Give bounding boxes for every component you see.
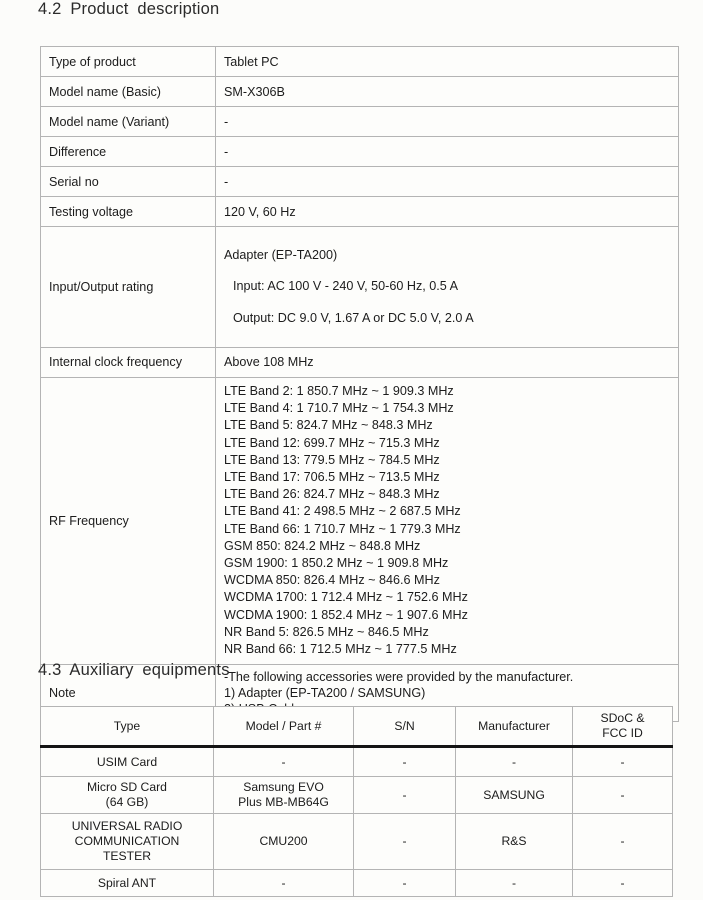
rf-line: LTE Band 66: 1 710.7 MHz ~ 1 779.3 MHz bbox=[224, 521, 461, 536]
cell-sdoc: - bbox=[573, 777, 673, 814]
row-label-testing-voltage: Testing voltage bbox=[41, 197, 216, 227]
rf-line: LTE Band 13: 779.5 MHz ~ 784.5 MHz bbox=[224, 452, 440, 467]
column-header-model-part: Model / Part # bbox=[214, 707, 354, 747]
row-label-serial-no: Serial no bbox=[41, 167, 216, 197]
table-row-model-name-variant bbox=[41, 107, 679, 137]
io-input-line: Input: AC 100 V - 240 V, 50-60 Hz, 0.5 A bbox=[233, 279, 458, 294]
cell-manufacturer: - bbox=[456, 747, 573, 777]
row-label-input-output-rating: Input/Output rating bbox=[41, 227, 216, 348]
row-value-model-name-variant: - bbox=[216, 107, 679, 137]
table-row-internal-clock-frequency bbox=[41, 347, 679, 377]
cell-manufacturer: SAMSUNG bbox=[456, 777, 573, 814]
row-label-model-name-basic: Model name (Basic) bbox=[41, 77, 216, 107]
cell-model: - bbox=[214, 870, 354, 897]
table-row-type-of-product bbox=[41, 47, 679, 77]
rf-line: WCDMA 1900: 1 852.4 MHz ~ 1 907.6 MHz bbox=[224, 607, 468, 622]
rf-line: LTE Band 41: 2 498.5 MHz ~ 2 687.5 MHz bbox=[224, 504, 461, 519]
rf-line: WCDMA 1700: 1 712.4 MHz ~ 1 752.6 MHz bbox=[224, 590, 468, 605]
row-value-testing-voltage: 120 V, 60 Hz bbox=[216, 197, 679, 227]
cell-sdoc: - bbox=[573, 870, 673, 897]
cell-model: CMU200 bbox=[214, 814, 354, 870]
rf-line: LTE Band 4: 1 710.7 MHz ~ 1 754.3 MHz bbox=[224, 401, 454, 416]
auxiliary-equipments-table bbox=[40, 706, 673, 897]
column-header-type: Type bbox=[41, 707, 214, 747]
row-value-internal-clock-frequency: Above 108 MHz bbox=[216, 347, 679, 377]
table-row-input-output-rating bbox=[41, 227, 679, 348]
row-value-type-of-product: Tablet PC bbox=[216, 47, 679, 77]
rf-line: GSM 850: 824.2 MHz ~ 848.8 MHz bbox=[224, 538, 421, 553]
cell-manufacturer: R&S bbox=[456, 814, 573, 870]
row-value-input-output-rating bbox=[216, 227, 679, 348]
table-row-serial-no bbox=[41, 167, 679, 197]
column-header-sdoc-fcc-id: SDoC & FCC ID bbox=[573, 707, 673, 747]
cell-type: Micro SD Card (64 GB) bbox=[41, 777, 214, 814]
column-header-manufacturer: Manufacturer bbox=[456, 707, 573, 747]
io-output-line: Output: DC 9.0 V, 1.67 A or DC 5.0 V, 2.0 A bbox=[233, 310, 474, 325]
row-label-internal-clock-frequency: Internal clock frequency bbox=[41, 347, 216, 377]
rf-line: LTE Band 5: 824.7 MHz ~ 848.3 MHz bbox=[224, 418, 433, 433]
table-row-difference bbox=[41, 137, 679, 167]
table-row bbox=[41, 777, 673, 814]
table-row-model-name-basic bbox=[41, 77, 679, 107]
rf-line: LTE Band 2: 1 850.7 MHz ~ 1 909.3 MHz bbox=[224, 383, 454, 398]
io-adapter-line: Adapter (EP-TA200) bbox=[224, 247, 338, 262]
row-label-note: Note bbox=[41, 665, 216, 722]
rf-line: LTE Band 17: 706.5 MHz ~ 713.5 MHz bbox=[224, 469, 440, 484]
row-label-difference: Difference bbox=[41, 137, 216, 167]
row-value-rf-frequency bbox=[216, 377, 679, 664]
table-row bbox=[41, 814, 673, 870]
row-label-model-name-variant: Model name (Variant) bbox=[41, 107, 216, 137]
rf-line: LTE Band 26: 824.7 MHz ~ 848.3 MHz bbox=[224, 487, 440, 502]
note-line: -The following accessories were provided by the manufacturer. bbox=[224, 670, 574, 685]
column-header-sn: S/N bbox=[354, 707, 456, 747]
cell-sdoc: - bbox=[573, 814, 673, 870]
cell-manufacturer: - bbox=[456, 870, 573, 897]
rf-line: NR Band 5: 826.5 MHz ~ 846.5 MHz bbox=[224, 624, 429, 639]
cell-sn: - bbox=[354, 870, 456, 897]
note-line: 1) Adapter (EP-TA200 / SAMSUNG) bbox=[224, 686, 426, 701]
table-row bbox=[41, 870, 673, 897]
cell-model: - bbox=[214, 747, 354, 777]
cell-type: UNIVERSAL RADIO COMMUNICATION TESTER bbox=[41, 814, 214, 870]
section-heading-product-description: 4.2 Product description bbox=[38, 0, 220, 18]
row-label-type-of-product: Type of product bbox=[41, 47, 216, 77]
cell-sdoc: - bbox=[573, 747, 673, 777]
cell-sn: - bbox=[354, 747, 456, 777]
cell-model: Samsung EVO Plus MB-MB64G bbox=[214, 777, 354, 814]
rf-line: GSM 1900: 1 850.2 MHz ~ 1 909.8 MHz bbox=[224, 555, 449, 570]
cell-sn: - bbox=[354, 814, 456, 870]
table-row-testing-voltage bbox=[41, 197, 679, 227]
section-heading-auxiliary-equipments: 4.3 Auxiliary equipments bbox=[38, 661, 230, 679]
table-row-rf-frequency bbox=[41, 377, 679, 664]
rf-line: NR Band 66: 1 712.5 MHz ~ 1 777.5 MHz bbox=[224, 641, 457, 656]
row-value-model-name-basic: SM-X306B bbox=[216, 77, 679, 107]
cell-sn: - bbox=[354, 777, 456, 814]
table-row bbox=[41, 747, 673, 777]
rf-line: WCDMA 850: 826.4 MHz ~ 846.6 MHz bbox=[224, 573, 440, 588]
table-header-row bbox=[41, 707, 673, 747]
rf-line: LTE Band 12: 699.7 MHz ~ 715.3 MHz bbox=[224, 435, 440, 450]
row-label-rf-frequency: RF Frequency bbox=[41, 377, 216, 664]
cell-type: USIM Card bbox=[41, 747, 214, 777]
product-description-table bbox=[40, 46, 679, 722]
cell-type: Spiral ANT bbox=[41, 870, 214, 897]
row-value-serial-no: - bbox=[216, 167, 679, 197]
row-value-difference: - bbox=[216, 137, 679, 167]
